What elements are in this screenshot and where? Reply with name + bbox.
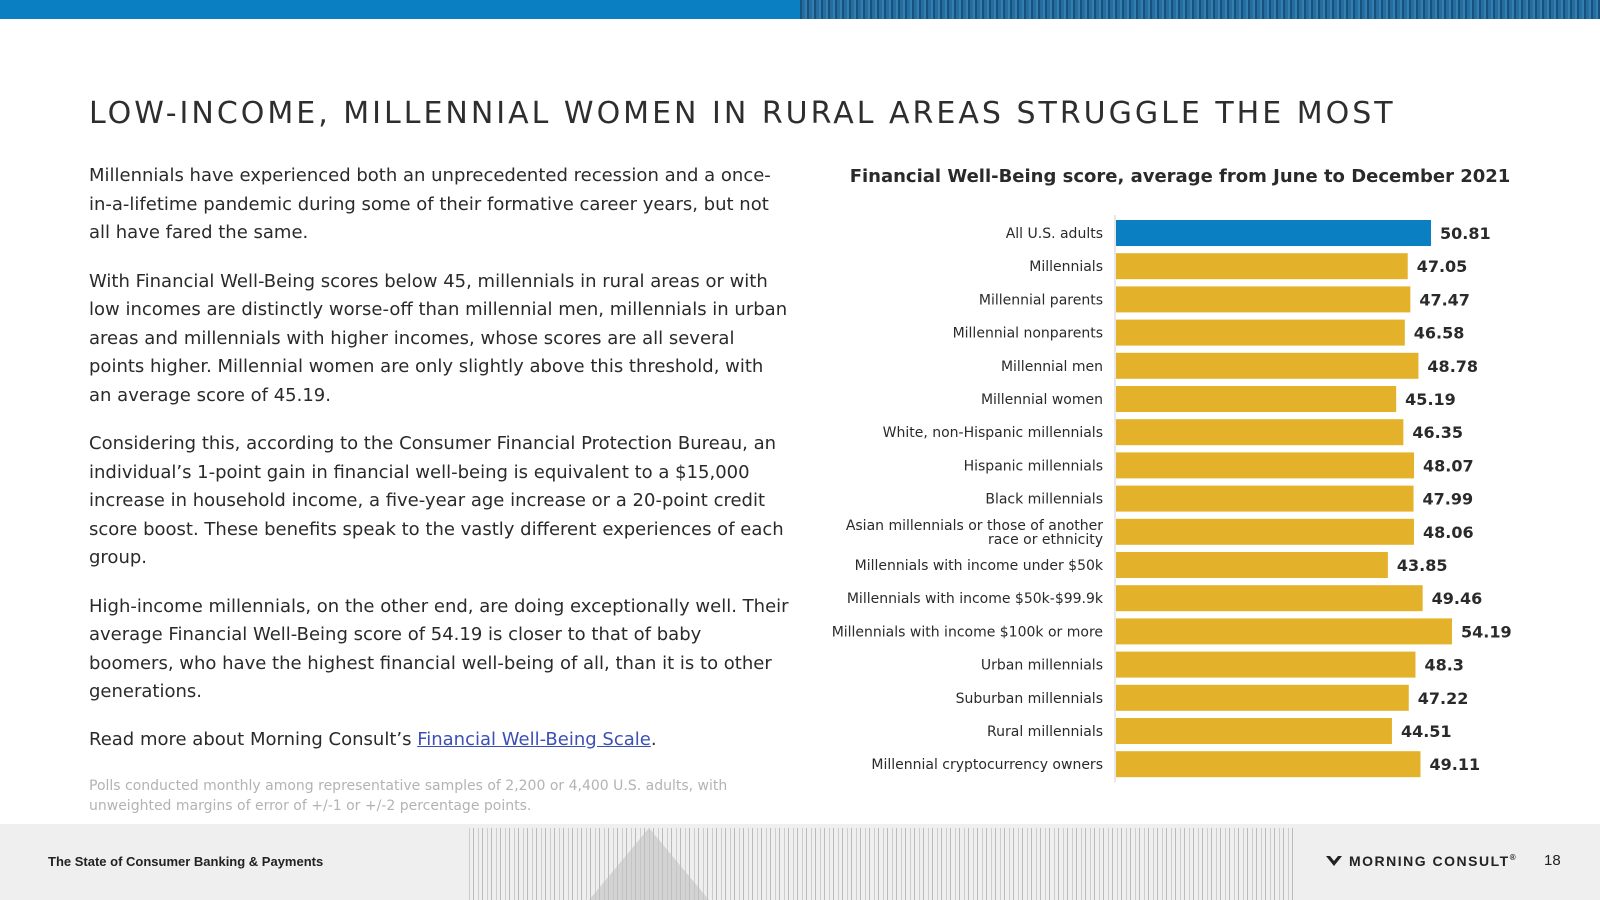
bar bbox=[1116, 452, 1414, 478]
chart-title: Financial Well-Being score, average from June to December 2021 bbox=[849, 166, 1511, 187]
category-label: All U.S. adults bbox=[1005, 226, 1103, 242]
footnote: Polls conducted monthly among representative samples of 2,200 or 4,400 U.S. adults, with unweighted margins of error of +/-1 or +/-2 percentage points. bbox=[89, 778, 728, 814]
bar bbox=[1116, 552, 1388, 578]
bar bbox=[1116, 353, 1418, 379]
read-more-prefix: Read more about Morning Consult’s bbox=[89, 728, 418, 750]
category-label: Millennials bbox=[1029, 259, 1103, 276]
footer-texture bbox=[469, 828, 1295, 900]
bar-value-label: 48.07 bbox=[1423, 456, 1474, 476]
paragraph-1: Millennials have experienced both an unprecedented recession and a once-in-a-lifetime pandemic during some of their formative career years, but not all have fared the same. bbox=[89, 165, 771, 243]
bar bbox=[1116, 386, 1396, 412]
paragraph-2: With Financial Well-Being scores below 45, millennials in rural areas or with low incomes are distinctly worse-off than millennial men, millennials in urban areas and millennials with higher incomes, whose scores are all several points higher. Millennial women are only slightly above this threshold, with an average score of 45.19. bbox=[89, 270, 788, 406]
category-label: Millennial cryptocurrency owners bbox=[871, 757, 1103, 774]
bar-value-label: 45.19 bbox=[1405, 390, 1456, 409]
read-more-line bbox=[89, 726, 789, 755]
category-label: Millennial parents bbox=[978, 292, 1103, 309]
bar bbox=[1116, 585, 1423, 611]
bar-value-label: 47.99 bbox=[1422, 489, 1474, 509]
category-label: Urban millennials bbox=[980, 657, 1103, 674]
bar bbox=[1116, 286, 1410, 312]
bar bbox=[1116, 320, 1405, 346]
category-label: Millennials with income $50k-$99.9k bbox=[846, 591, 1103, 608]
brand-logo bbox=[1325, 853, 1517, 869]
bar-value-label: 46.35 bbox=[1412, 423, 1463, 443]
bar-value-label: 46.58 bbox=[1413, 323, 1465, 343]
category-label: White, non-Hispanic millennials bbox=[882, 425, 1103, 442]
bar-value-label: 50.81 bbox=[1440, 224, 1491, 243]
category-label: Millennial nonparents bbox=[952, 325, 1103, 342]
brand-trademark: ® bbox=[1509, 853, 1518, 862]
report-title: The State of Consumer Banking & Payments bbox=[48, 854, 324, 869]
bar-value-label: 48.78 bbox=[1427, 356, 1479, 376]
top-bar-texture bbox=[800, 0, 1600, 19]
bar bbox=[1116, 751, 1420, 777]
bar bbox=[1116, 618, 1452, 644]
category-label: Rural millennials bbox=[987, 724, 1103, 740]
category-label: Black millennials bbox=[985, 491, 1103, 508]
page-number: 18 bbox=[1544, 852, 1561, 869]
bar bbox=[1116, 519, 1414, 545]
category-label: Asian millennials or those of another race or ethnicity bbox=[845, 517, 1103, 548]
body-text bbox=[89, 162, 789, 774]
brand-name bbox=[1349, 853, 1517, 869]
bar bbox=[1116, 220, 1431, 246]
read-more-suffix: . bbox=[650, 728, 657, 750]
bar bbox=[1116, 685, 1409, 711]
paragraph-4: High-income millennials, on the other end, are doing exceptionally well. Their average Financial Well-Being score of 54.19 is closer to that of baby boomers, who have the highest financial well-being of all, than it is to other generations. bbox=[89, 595, 789, 702]
bar bbox=[1116, 718, 1392, 744]
category-label: Millennial men bbox=[1000, 358, 1103, 375]
category-label: Millennials with income under $50k bbox=[854, 558, 1103, 574]
bar-value-label: 48.3 bbox=[1424, 655, 1464, 675]
bar-value-label: 49.11 bbox=[1429, 755, 1481, 775]
bar-value-label: 47.05 bbox=[1416, 257, 1468, 277]
brand-name-text: MORNING CONSULT bbox=[1349, 853, 1510, 869]
bar-value-label: 44.51 bbox=[1400, 722, 1452, 741]
bar-value-label: 48.06 bbox=[1422, 522, 1474, 542]
bar-chart bbox=[820, 215, 1520, 795]
bar-value-label: 47.47 bbox=[1419, 290, 1470, 310]
category-label: Hispanic millennials bbox=[963, 458, 1103, 475]
category-label: Suburban millennials bbox=[955, 690, 1103, 707]
bar bbox=[1116, 419, 1403, 445]
bar-value-label: 47.22 bbox=[1417, 688, 1469, 708]
bar bbox=[1116, 486, 1414, 512]
category-label: Millennial women bbox=[980, 392, 1103, 408]
bar-value-label: 49.46 bbox=[1431, 589, 1483, 609]
bar-value-label: 54.19 bbox=[1460, 622, 1512, 642]
category-label: Millennials with income $100k or more bbox=[831, 624, 1103, 641]
bar bbox=[1116, 253, 1408, 279]
paragraph-3: Considering this, according to the Consumer Financial Protection Bureau, an individual’s 1-point gain in financial well-being is equivalent to a $15,000 increase in household income, a five-year age increase or a 20-point credit score boost. These benefits speak to the vastly different experiences of each group. bbox=[89, 433, 784, 568]
bar bbox=[1116, 652, 1415, 678]
bar-value-label: 43.85 bbox=[1396, 556, 1448, 575]
page-title: LOW-INCOME, MILLENNIAL WOMEN IN RURAL AREAS STRUGGLE THE MOST bbox=[89, 96, 1396, 131]
financial-well-being-scale-link[interactable]: Financial Well-Being Scale bbox=[417, 728, 651, 750]
morning-consult-logo-icon bbox=[1325, 854, 1343, 868]
